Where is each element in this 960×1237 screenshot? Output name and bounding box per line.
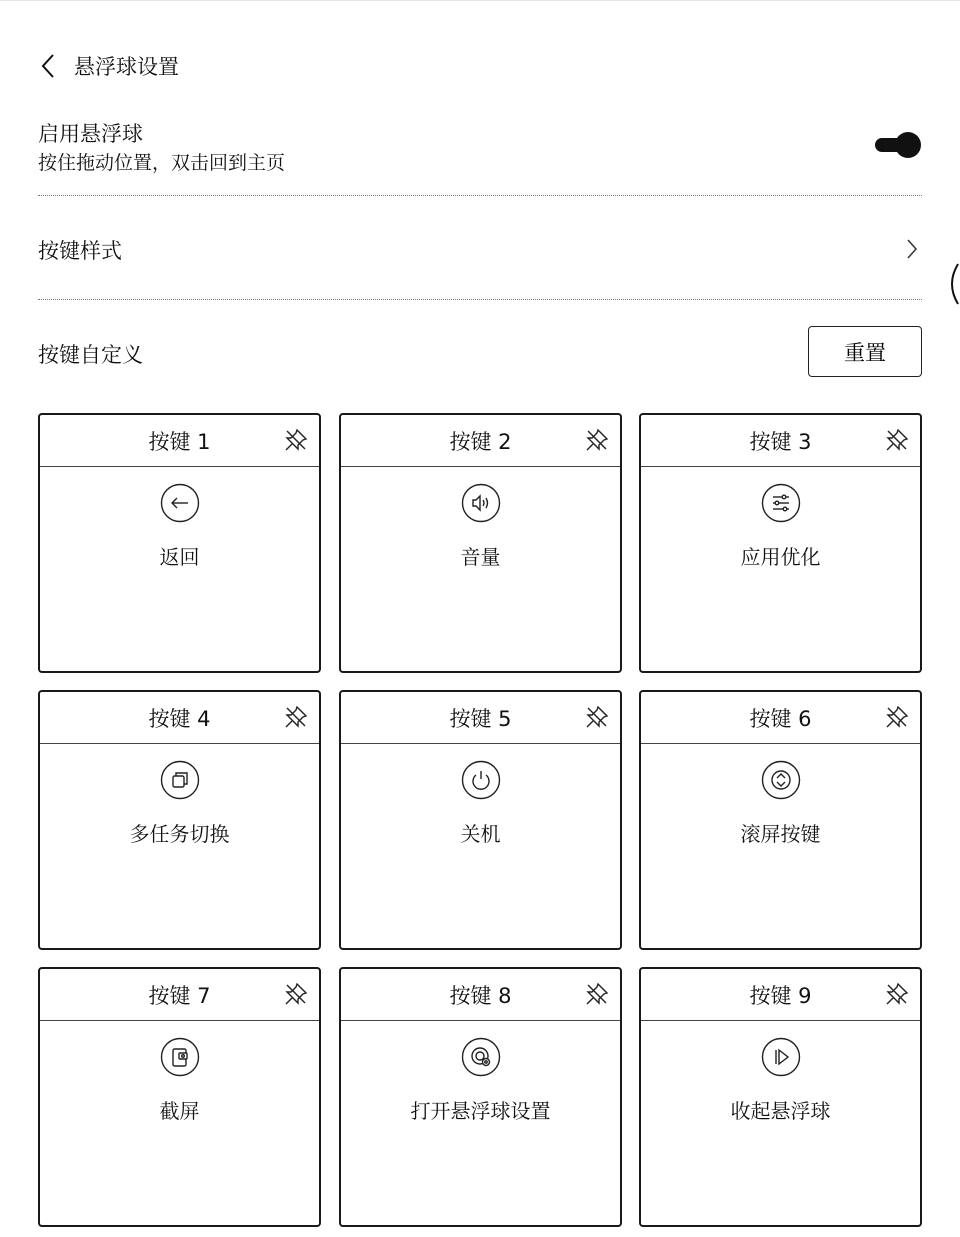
power-icon: [461, 760, 501, 800]
card-header: [641, 969, 920, 1021]
key-style-label: 按键样式: [38, 239, 122, 263]
key-customize-label: 按键自定义: [38, 343, 143, 367]
volume-icon: [461, 483, 501, 523]
key-card-3[interactable]: [639, 413, 922, 673]
key-card-5[interactable]: [339, 690, 622, 950]
card-header: [40, 969, 319, 1021]
scroll-icon: [761, 760, 801, 800]
enable-toggle[interactable]: [874, 130, 922, 160]
card-action-label: 收起悬浮球: [730, 1099, 831, 1123]
divider: [38, 299, 922, 300]
key-card-7[interactable]: [38, 967, 321, 1227]
collapse-icon: [761, 1037, 801, 1077]
key-card-9[interactable]: [639, 967, 922, 1227]
card-title: 按键 6: [749, 706, 812, 731]
card-title: 按键 9: [749, 983, 812, 1008]
key-style-row[interactable]: [38, 228, 922, 272]
card-title: 按键 5: [449, 706, 512, 731]
screenshot-icon: [160, 1037, 200, 1077]
back-arrow-icon: [160, 483, 200, 523]
key-card-6[interactable]: [639, 690, 922, 950]
key-card-8[interactable]: [339, 967, 622, 1227]
back-chevron-icon[interactable]: [38, 52, 58, 80]
card-action-label: 截屏: [159, 1099, 200, 1123]
card-action-label: 音量: [460, 545, 501, 569]
float-ball-edge-icon[interactable]: [944, 262, 960, 306]
pin-icon[interactable]: [283, 427, 309, 453]
card-header: [40, 692, 319, 744]
pin-icon[interactable]: [884, 981, 910, 1007]
card-header: [641, 415, 920, 467]
chevron-right-icon: [906, 238, 918, 260]
card-title: 按键 3: [749, 429, 812, 454]
card-title: 按键 2: [449, 429, 512, 454]
card-title: 按键 8: [449, 983, 512, 1008]
pin-icon[interactable]: [283, 981, 309, 1007]
card-header: [40, 415, 319, 467]
enable-title: 启用悬浮球: [38, 122, 143, 146]
enable-float-ball-row[interactable]: [38, 116, 922, 178]
card-header: [341, 415, 620, 467]
reset-button[interactable]: 重置: [808, 326, 922, 377]
card-header: [341, 692, 620, 744]
card-title: 按键 1: [148, 429, 211, 454]
card-action-label: 打开悬浮球设置: [410, 1099, 551, 1123]
float-settings-icon: [461, 1037, 501, 1077]
card-title: 按键 4: [148, 706, 211, 731]
page-header: [38, 48, 179, 84]
card-header: [341, 969, 620, 1021]
key-card-2[interactable]: [339, 413, 622, 673]
pin-icon[interactable]: [584, 704, 610, 730]
sliders-icon: [761, 483, 801, 523]
card-action-label: 关机: [460, 822, 501, 846]
card-header: [641, 692, 920, 744]
top-border: [0, 0, 960, 1]
pin-icon[interactable]: [584, 981, 610, 1007]
page-title: 悬浮球设置: [74, 55, 179, 79]
pin-icon[interactable]: [283, 704, 309, 730]
key-card-1[interactable]: [38, 413, 321, 673]
pin-icon[interactable]: [584, 427, 610, 453]
pin-icon[interactable]: [884, 704, 910, 730]
key-customize-row: [38, 326, 922, 380]
divider: [38, 195, 922, 196]
multitask-icon: [160, 760, 200, 800]
card-action-label: 返回: [159, 545, 200, 569]
card-action-label: 多任务切换: [129, 822, 230, 846]
card-title: 按键 7: [148, 983, 211, 1008]
card-action-label: 滚屏按键: [740, 822, 821, 846]
pin-icon[interactable]: [884, 427, 910, 453]
enable-subtitle: 按住拖动位置，双击回到主页: [38, 152, 286, 174]
key-card-4[interactable]: [38, 690, 321, 950]
card-action-label: 应用优化: [740, 545, 821, 569]
